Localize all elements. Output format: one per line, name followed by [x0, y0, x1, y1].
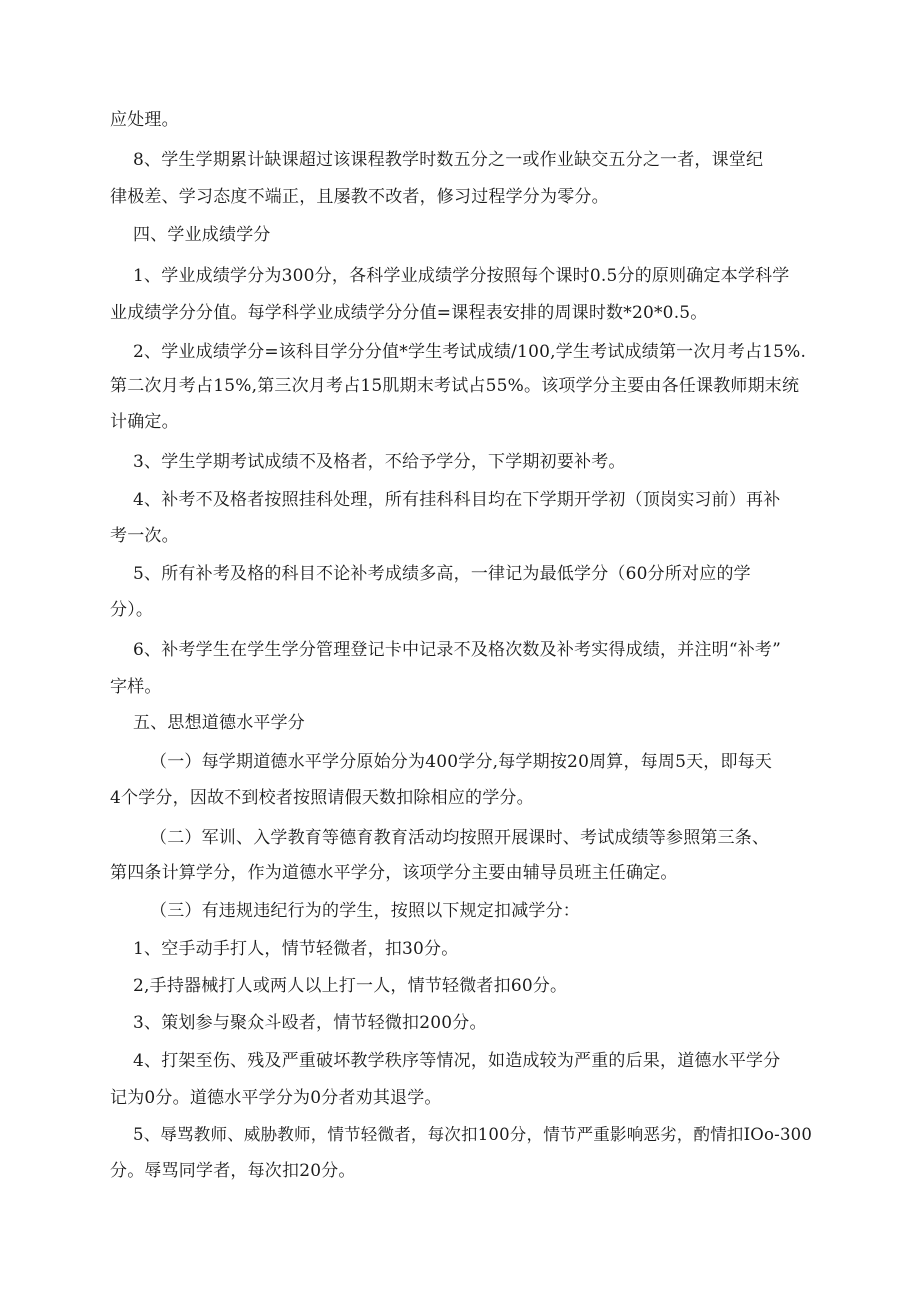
paragraph-line: 5、所有补考及格的科目不论补考成绩多高，一律记为最低学分（60分所对应的学 [133, 564, 751, 584]
paragraph-line: 4、补考不及格者按照挂科处理，所有挂科科目均在下学期开学初（顶岗实习前）再补 [133, 490, 781, 510]
section-heading: 四、学业成绩学分 [133, 225, 271, 245]
paragraph-line: 记为0分。道德水平学分为0分者劝其退学。 [110, 1088, 442, 1108]
paragraph-line: 业成绩学分分值。每学科学业成绩学分分值=课程表安排的周课时数*20*0.5。 [110, 303, 708, 323]
paragraph-line: 2,手持器械打人或两人以上打一人，情节轻微者扣60分。 [133, 976, 568, 996]
paragraph-line: 5、辱骂教师、威胁教师，情节轻微者，每次扣100分，情节严重影响恶劣，酌情扣IOo-300 [133, 1125, 813, 1144]
paragraph-line: （一）每学期道德水平学分原始分为400学分,每学期按20周算，每周5天，即每天 [150, 752, 773, 772]
paragraph-line: （二）军训、入学教育等德育教育活动均按照开展课时、考试成绩等参照第三条、 [150, 828, 770, 848]
paragraph-line: 字样。 [110, 677, 162, 697]
paragraph-line: 3、学生学期考试成绩不及格者，不给予学分，下学期初要补考。 [133, 452, 626, 472]
paragraph-line: 分。辱骂同学者，每次扣20分。 [110, 1161, 356, 1181]
paragraph-line: 应处理。 [110, 110, 179, 130]
section-heading: 五、思想道德水平学分 [133, 713, 305, 733]
paragraph-line: 分）。 [110, 600, 154, 620]
paragraph-line: 6、补考学生在学生学分管理登记卡中记录不及格次数及补考实得成绩，并注明“补考” [133, 640, 781, 660]
paragraph-line: 8、学生学期累计缺课超过该课程教学时数五分之一或作业缺交五分之一者，课堂纪 [133, 150, 764, 170]
paragraph-line: 2、学业成绩学分=该科目学分分值*学生考试成绩/100,学生考试成绩第一次月考占15%. [133, 342, 807, 362]
paragraph-line: 第四条计算学分，作为道德水平学分，该项学分主要由辅导员班主任确定。 [110, 863, 678, 883]
paragraph-line: 3、策划参与聚众斗殴者，情节轻微扣200分。 [133, 1013, 487, 1033]
paragraph-line: 4、打架至伤、残及严重破坏教学秩序等情况，如造成较为严重的后果，道德水平学分 [133, 1051, 781, 1071]
paragraph-line: 1、学业成绩学分为300分，各科学业成绩学分按照每个课时0.5分的原则确定本学科学 [133, 266, 790, 286]
paragraph-line: 律极差、学习态度不端正，且屡教不改者，修习过程学分为零分。 [110, 187, 609, 207]
paragraph-line: 1、空手动手打人，情节轻微者，扣30分。 [133, 939, 459, 959]
paragraph-line: 第二次月考占15%,第三次月考占15肌期末考试占55%。该项学分主要由各任课教师期末统 [110, 376, 800, 396]
paragraph-line: （三）有违规违纪行为的学生，按照以下规定扣减学分： [150, 901, 580, 921]
paragraph-line: 计确定。 [110, 412, 179, 432]
paragraph-line: 4个学分，因故不到校者按照请假天数扣除相应的学分。 [110, 788, 534, 808]
paragraph-line: 考一次。 [110, 526, 179, 546]
